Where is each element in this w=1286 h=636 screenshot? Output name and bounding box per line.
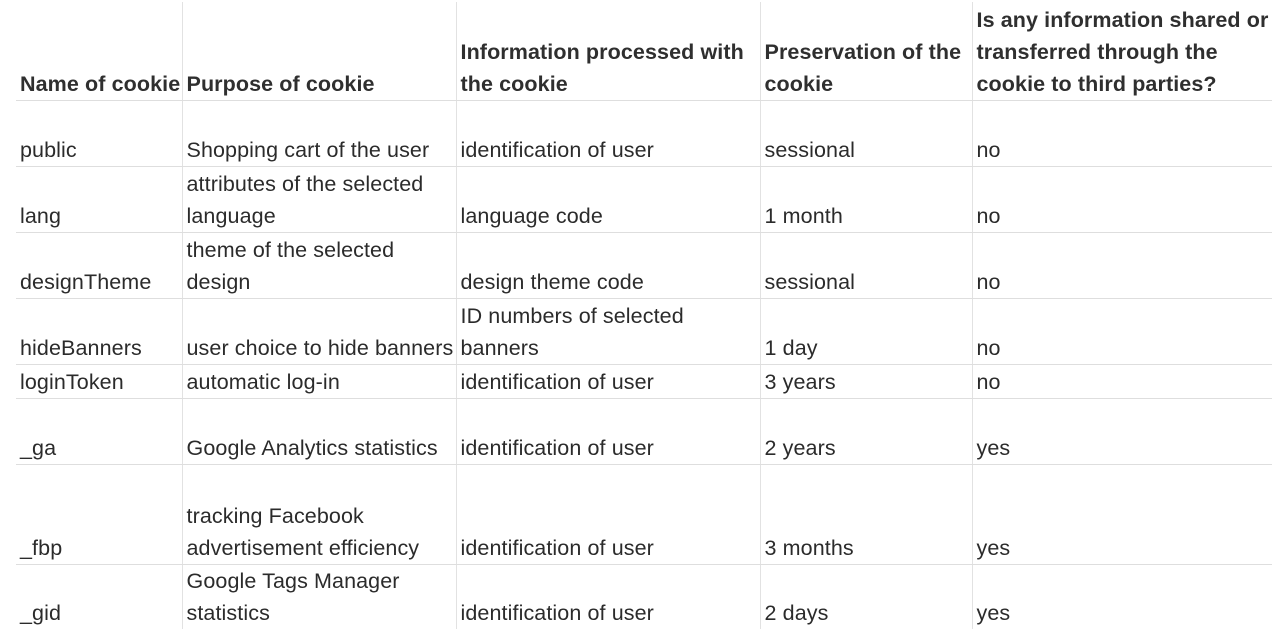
cookie-preservation-cell: 2 days: [760, 564, 972, 629]
cookie-third-parties-cell: no: [972, 232, 1272, 298]
cookie-preservation-cell: 1 month: [760, 166, 972, 232]
cookie-preservation-cell: sessional: [760, 232, 972, 298]
cookie-name-cell: _ga: [16, 398, 182, 464]
cookie-preservation-cell: sessional: [760, 100, 972, 166]
header-cookie-purpose: [182, 2, 456, 100]
cookie-third-parties-cell: no: [972, 298, 1272, 364]
cookie-name-cell: _fbp: [16, 464, 182, 564]
cookie-information-cell: language code: [456, 166, 760, 232]
cookie-preservation-cell: 3 years: [760, 364, 972, 398]
header-cookie-name: [16, 2, 182, 100]
table-header-row: [16, 2, 1272, 100]
cookie-third-parties-cell: yes: [976, 600, 1011, 625]
cookie-third-parties-cell: no: [972, 166, 1272, 232]
cookie-purpose-cell: Google Analytics statistics: [182, 398, 456, 464]
cookie-purpose-cell: attributes of the selected language: [182, 166, 456, 232]
cookie-information-cell: ID numbers of selected banners: [456, 298, 760, 364]
table-row: [16, 364, 1272, 398]
header-preservation: [760, 2, 972, 100]
table-row: [16, 298, 1272, 364]
cookie-information-cell: identification of user: [456, 464, 760, 564]
cookie-third-parties-cell: yes: [972, 398, 1272, 464]
cookie-name-cell: _gid: [16, 564, 182, 629]
cookie-name-cell: lang: [16, 166, 182, 232]
table-row: [16, 564, 1272, 629]
cookie-third-parties-cell: yes: [972, 464, 1272, 564]
table-row: [16, 464, 1272, 564]
cookie-purpose-cell: tracking Facebook advertisement efficiency: [182, 464, 456, 564]
header-information-processed: [456, 2, 760, 100]
cookie-preservation-cell: 3 months: [760, 464, 972, 564]
table-row: [16, 398, 1272, 464]
cookie-purpose-cell: automatic log-in: [182, 364, 456, 398]
cookie-information-cell: identification of user: [456, 364, 760, 398]
cookie-preservation-cell: 1 day: [760, 298, 972, 364]
header-third-parties-label: Is any information shared or transferred through the cookie to third parties?: [976, 7, 1269, 96]
cookie-third-parties-cell: no: [972, 100, 1272, 166]
table-row: [16, 232, 1272, 298]
cookie-name-cell: designTheme: [16, 232, 182, 298]
cookie-purpose-cell: Shopping cart of the user: [182, 100, 456, 166]
header-information-processed-label: Information processed with the cookie: [460, 39, 744, 96]
table-row: [16, 100, 1272, 166]
cookie-table: [16, 2, 1272, 629]
header-cookie-name-label: Name of cookie: [20, 71, 181, 96]
cookie-name-cell: hideBanners: [16, 298, 182, 364]
cookie-third-parties-cell: no: [972, 364, 1272, 398]
cookie-information-cell: identification of user: [456, 398, 760, 464]
cookie-purpose-cell: user choice to hide banners: [182, 298, 456, 364]
cookie-name-cell: public: [16, 100, 182, 166]
header-preservation-label: Preservation of the cookie: [764, 39, 962, 96]
cookie-information-cell: design theme code: [456, 232, 760, 298]
header-cookie-purpose-label: Purpose of cookie: [186, 71, 375, 96]
cookie-name-cell: loginToken: [16, 364, 182, 398]
cookie-purpose-cell: theme of the selected design: [182, 232, 456, 298]
cookie-preservation-cell: 2 years: [760, 398, 972, 464]
cookie-purpose-cell: Google Tags Manager statistics: [182, 564, 456, 629]
header-third-parties: [972, 2, 1272, 100]
cookie-information-cell: identification of user: [456, 100, 760, 166]
table-row: [16, 166, 1272, 232]
cookie-information-cell: identification of user: [456, 564, 760, 629]
